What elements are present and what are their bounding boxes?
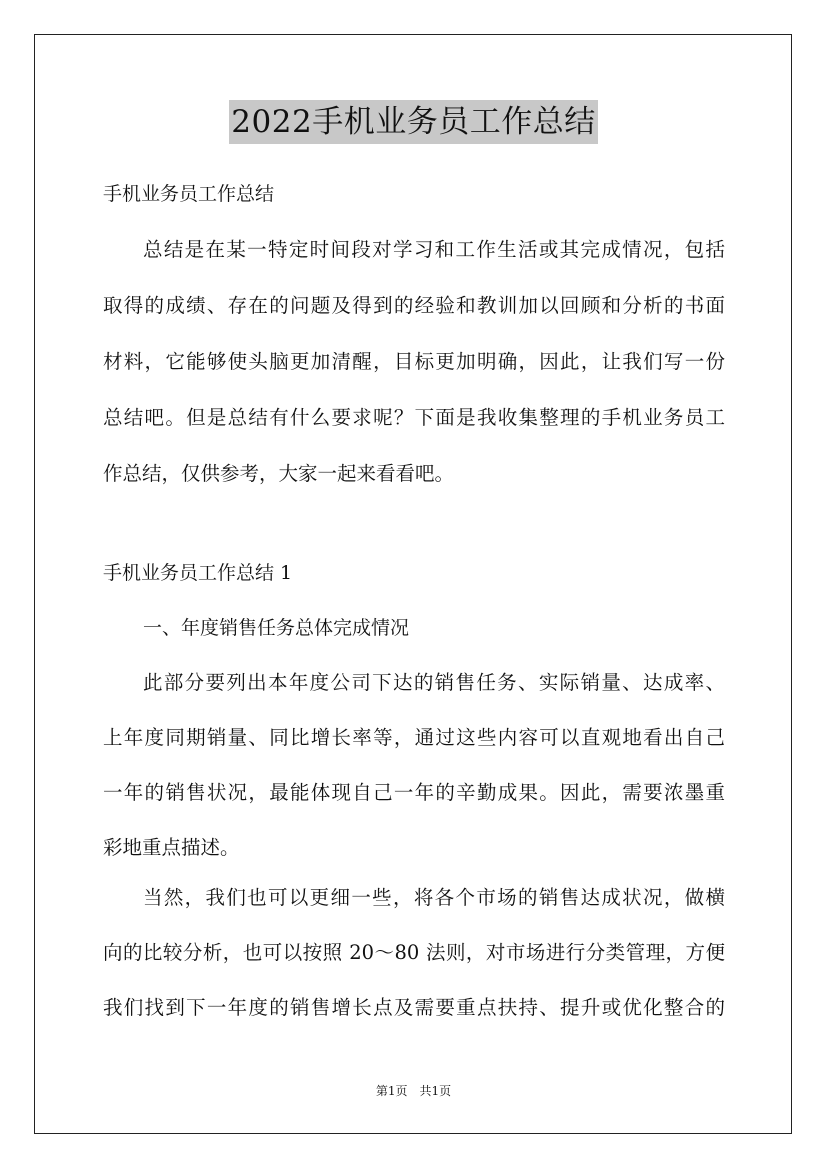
section-subheading: 一、年度销售任务总体完成情况 [143,617,410,639]
intro-line: 取得的成绩、存在的问题及得到的经验和教训加以回顾和分析的书面 [103,294,725,317]
paragraph-line: 当然，我们也可以更细一些，将各个市场的销售达成状况，做横 [143,886,725,909]
document-title [0,100,827,144]
intro-line: 作总结，仅供参考，大家一起来看看吧。 [103,462,455,485]
page-footer: 第1页 共1页 [375,1084,452,1098]
section-heading: 手机业务员工作总结 1 [103,562,293,584]
paragraph-line: 彩地重点描述。 [103,836,240,859]
intro-line: 总结吧。但是总结有什么要求呢？下面是我收集整理的手机业务员工 [103,406,725,429]
paragraph-line: 向的比较分析，也可以按照 20～80 法则，对市场进行分类管理，方便 [103,941,725,964]
intro-heading: 手机业务员工作总结 [103,183,275,205]
intro-line: 材料，它能够使头脑更加清醒，目标更加明确，因此，让我们写一份 [103,350,725,373]
intro-line: 总结是在某一特定时间段对学习和工作生活或其完成情况，包括 [143,238,725,261]
paragraph-line: 上年度同期销量、同比增长率等，通过这些内容可以直观地看出自己 [103,726,725,749]
paragraph-line: 一年的销售状况，最能体现自己一年的辛勤成果。因此，需要浓墨重 [103,781,725,804]
paragraph-line: 我们找到下一年度的销售增长点及需要重点扶持、提升或优化整合的 [103,996,725,1019]
paragraph-line: 此部分要列出本年度公司下达的销售任务、实际销量、达成率、 [143,671,725,694]
document-title-text: 2022手机业务员工作总结 [229,100,597,144]
